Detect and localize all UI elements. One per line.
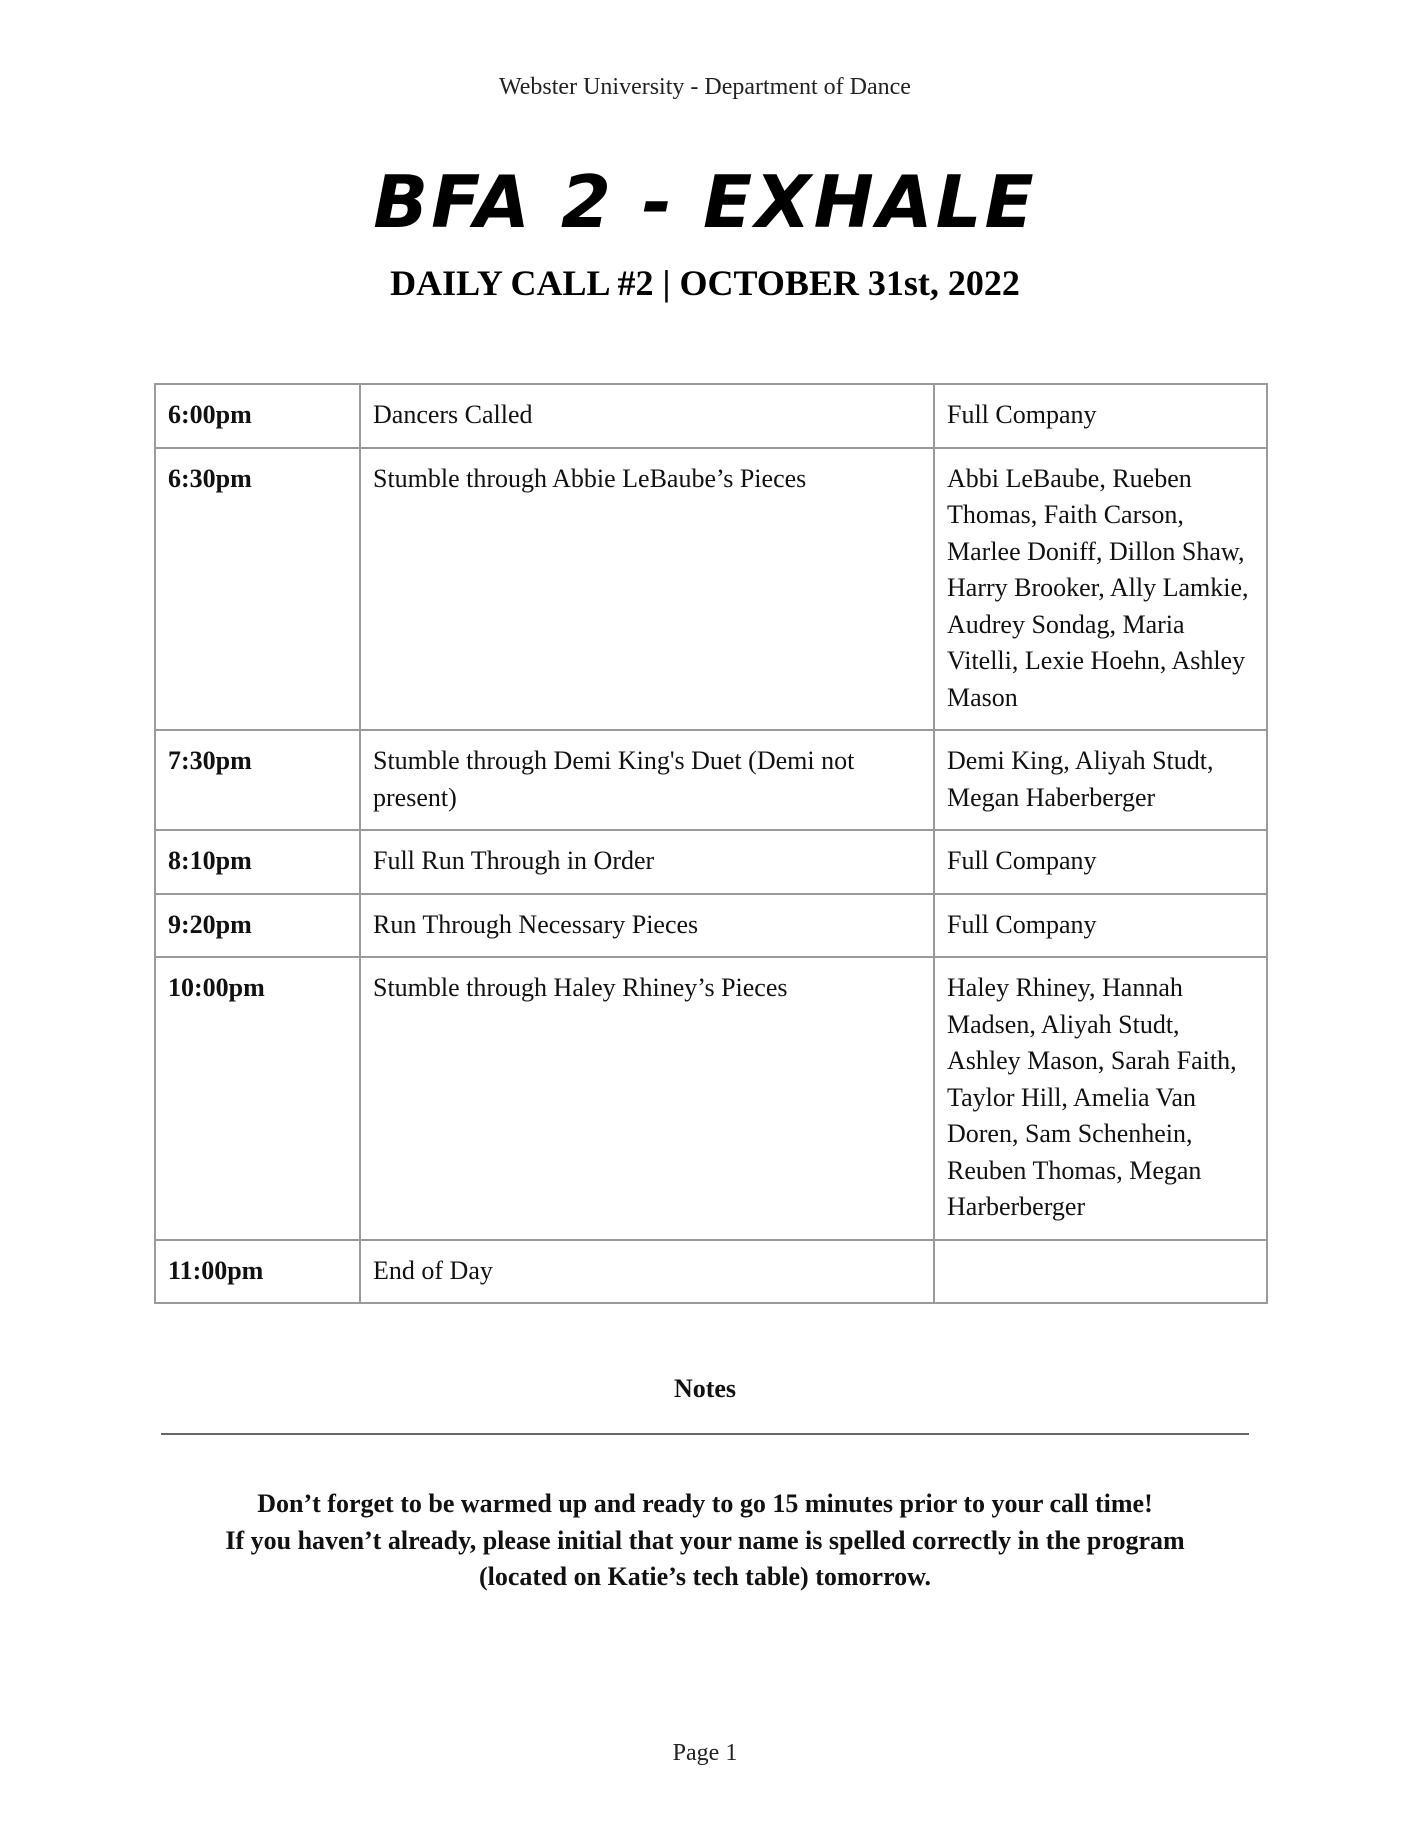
called-cell: Full Company	[934, 894, 1267, 958]
table-row	[155, 730, 1267, 830]
activity-cell: Stumble through Haley Rhiney’s Pieces	[360, 957, 934, 1240]
time-cell: 7:30pm	[155, 730, 360, 830]
activity-cell: Stumble through Abbie LeBaube’s Pieces	[360, 448, 934, 731]
activity-cell: End of Day	[360, 1240, 934, 1304]
time-cell: 10:00pm	[155, 957, 360, 1240]
notes-body	[0, 1486, 1410, 1596]
notes-line: Don’t forget to be warmed up and ready to go 15 minutes prior to your call time!	[257, 1489, 1153, 1518]
department-header: Webster University - Department of Dance	[499, 74, 911, 100]
activity-cell: Full Run Through in Order	[360, 830, 934, 894]
table-row	[155, 830, 1267, 894]
called-cell: Demi King, Aliyah Studt, Megan Haberberger	[934, 730, 1267, 830]
called-cell: Full Company	[934, 384, 1267, 448]
notes-line: If you haven’t already, please initial that your name is spelled correctly in the program	[225, 1525, 1185, 1555]
called-cell	[934, 1240, 1267, 1304]
time-cell: 11:00pm	[155, 1240, 360, 1304]
called-cell: Full Company	[934, 830, 1267, 894]
table-row	[155, 448, 1267, 731]
table-row	[155, 957, 1267, 1240]
notes-divider	[161, 1433, 1249, 1435]
time-cell: 6:00pm	[155, 384, 360, 448]
document-subtitle: DAILY CALL #2 | OCTOBER 31st, 2022	[390, 263, 1020, 303]
notes-line: (located on Katie’s tech table) tomorrow.	[478, 1562, 931, 1591]
time-cell: 6:30pm	[155, 448, 360, 731]
table-row	[155, 384, 1267, 448]
time-cell: 9:20pm	[155, 894, 360, 958]
page-number: Page 1	[672, 1740, 738, 1766]
notes-heading: Notes	[673, 1374, 737, 1403]
activity-cell: Dancers Called	[360, 384, 934, 448]
called-cell: Haley Rhiney, Hannah Madsen, Aliyah Studt, Ashley Mason, Sarah Faith, Taylor Hill, Amelia Van Doren, Sam Schenhein, Reuben Thomas, Megan Harberberger	[934, 957, 1267, 1240]
table-row	[155, 1240, 1267, 1304]
activity-cell: Run Through Necessary Pieces	[360, 894, 934, 958]
time-cell: 8:10pm	[155, 830, 360, 894]
called-cell: Abbi LeBaube, Rueben Thomas, Faith Carson, Marlee Doniff, Dillon Shaw, Harry Brooker, Ally Lamkie, Audrey Sondag, Maria Vitelli, Lexie Hoehn, Ashley Mason	[934, 448, 1267, 731]
table-row	[155, 894, 1267, 958]
document-title: BFA 2 - EXHALE	[373, 160, 1037, 244]
activity-cell: Stumble through Demi King's Duet (Demi not present)	[360, 730, 934, 830]
schedule-table	[154, 383, 1268, 1304]
